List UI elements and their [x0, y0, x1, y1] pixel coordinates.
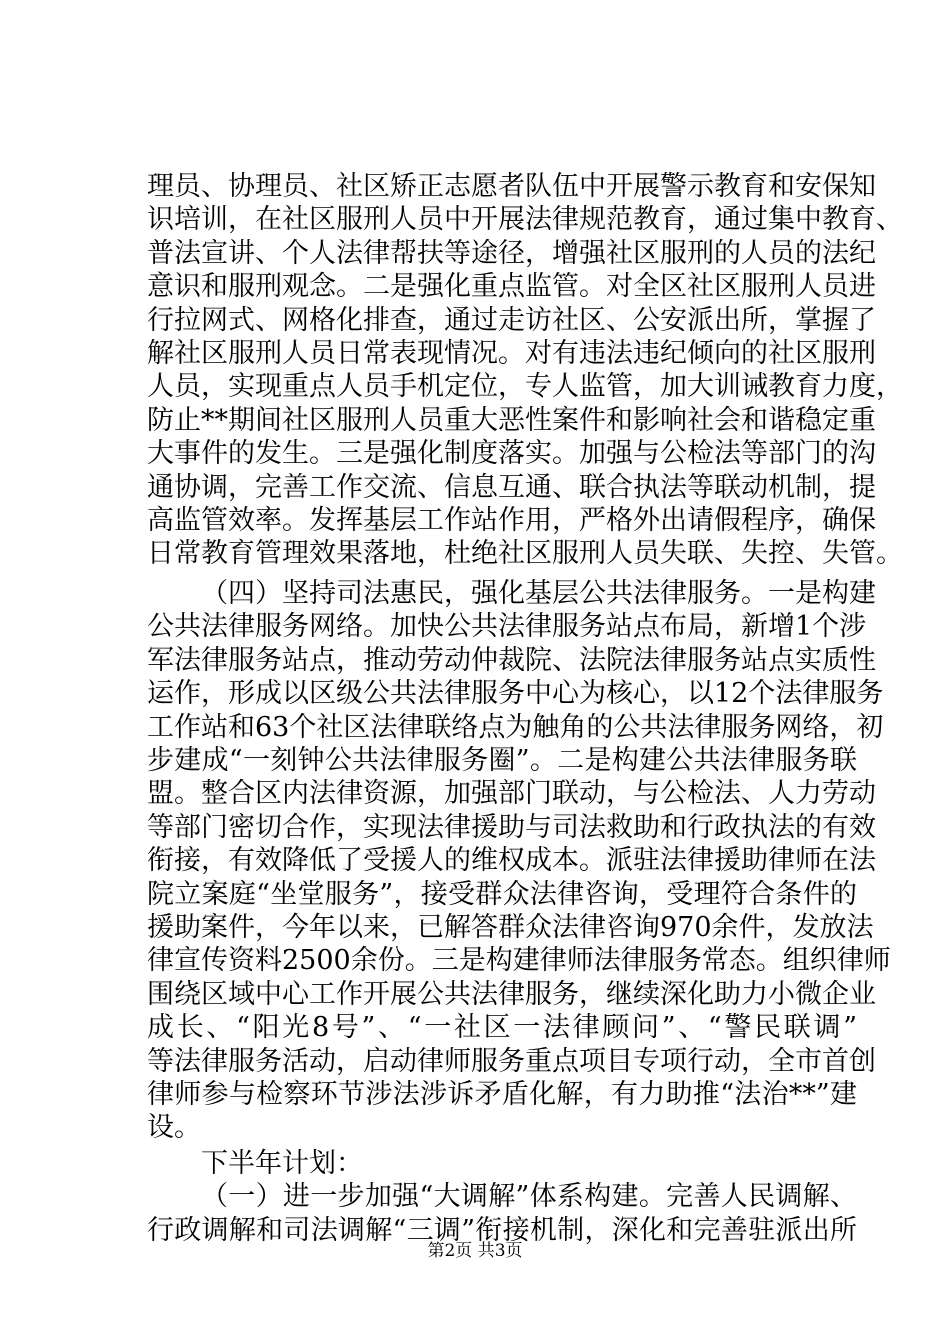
text-line: 行拉网式、网格化排查，通过走访社区、公安派出所，掌握了 — [147, 304, 876, 336]
text-line: 盟。整合区内法律资源，加强部门联动，与公检法、人力劳动 — [147, 778, 876, 810]
text-line: （四）坚持司法惠民，强化基层公共法律服务。一是构建 — [201, 578, 876, 609]
text-line: 大事件的发生。三是强化制度落实。加强与公检法等部门的沟 — [147, 438, 876, 470]
text-line: 公共法律服务网络。加快公共法律服务站点布局，新增1个涉 — [147, 611, 867, 643]
page-footer: 第2页 共3页 — [427, 1241, 523, 1261]
section-heading: 下半年计划： — [201, 1147, 363, 1179]
text-line: 通协调，完善工作交流、信息互通、联合执法等联动机制，提 — [147, 471, 876, 503]
text-line: 律师参与检察环节涉法涉诉矛盾化解，有力助推“法治**”建 — [147, 1079, 857, 1110]
text-line: 军法律服务站点，推动劳动仲裁院、法院法律服务站点实质性 — [147, 644, 876, 676]
text-line: 人员，实现重点人员手机定位，专人监管，加大训诫教育力度， — [147, 371, 903, 403]
text-line: 高监管效率。发挥基层工作站作用，严格外出请假程序，确保 — [147, 505, 876, 536]
text-line: 识培训，在社区服刑人员中开展法律规范教育，通过集中教育、 — [147, 204, 903, 236]
text-line: 防止**期间社区服刑人员重大恶性案件和影响社会和谐稳定重 — [147, 404, 876, 436]
text-line: 日常教育管理效果落地，杜绝社区服刑人员失联、失控、失管。 — [147, 538, 903, 570]
text-line: 行政调解和司法调解“三调”衔接机制，深化和完善驻派出所 — [147, 1214, 857, 1246]
text-line: 等部门密切合作，实现法律援助与司法救助和行政执法的有效 — [147, 811, 876, 843]
text-line: 围绕区域中心工作开展公共法律服务，继续深化助力小微企业 — [147, 978, 876, 1010]
text-line: 解社区服刑人员日常表现情况。对有违法违纪倾向的社区服刑 — [147, 338, 876, 369]
text-line: 理员、协理员、社区矫正志愿者队伍中开展警示教育和安保知 — [147, 171, 876, 202]
text-line: 普法宣讲、个人法律帮扶等途径，增强社区服刑的人员的法纪 — [147, 237, 876, 269]
text-line: 等法律服务活动，启动律师服务重点项目专项行动，全市首创 — [147, 1045, 876, 1077]
text-line: 步建成“一刻钟公共法律服务圈”。二是构建公共法律服务联 — [147, 745, 857, 776]
text-line: 设。 — [147, 1112, 201, 1144]
text-line: 院立案庭“坐堂服务”，接受群众法律咨询，受理符合条件的 — [147, 878, 857, 910]
text-line: 衔接，有效降低了受援人的维权成本。派驻法律援助律师在法 — [147, 845, 876, 877]
text-line: 运作，形成以区级公共法律服务中心为核心，以12个法律服务 — [147, 678, 884, 710]
text-line: 援助案件，今年以来，已解答群众法律咨询970余件，发放法 — [147, 912, 874, 943]
text-line: 意识和服刑观念。二是强化重点监管。对全区社区服刑人员进 — [147, 271, 876, 303]
text-line: （一）进一步加强“大调解”体系构建。完善人民调解、 — [201, 1181, 857, 1213]
text-line: 成长、“阳光8号”、“一社区一法律顾问”、“警民联调” — [147, 1012, 857, 1044]
text-line: 律宣传资料2500余份。三是构建律师法律服务常态。组织律师 — [147, 945, 891, 977]
text-line: 工作站和63个社区法律联络点为触角的公共法律服务网络，初 — [147, 711, 884, 743]
